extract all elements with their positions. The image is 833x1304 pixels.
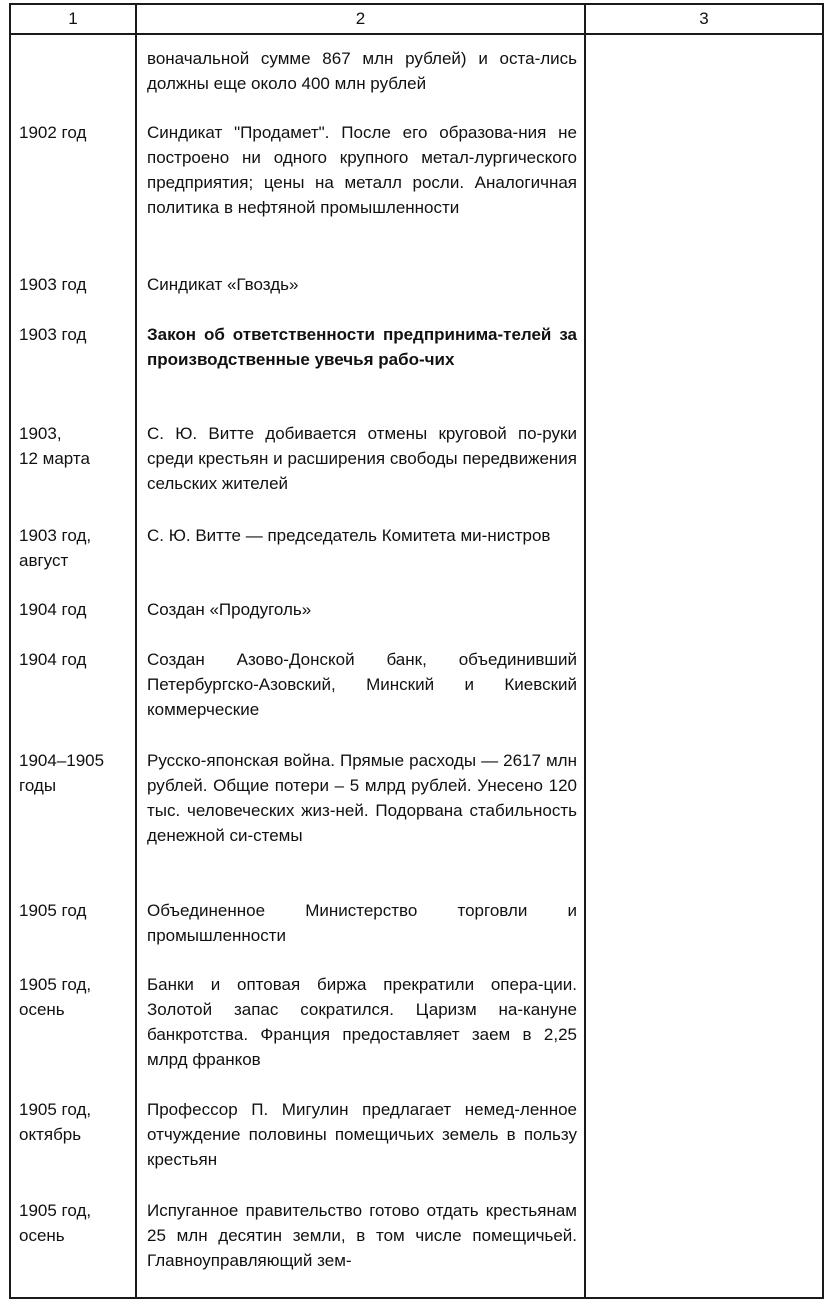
row-text: Банки и оптовая биржа прекратили опера-ции. Золотой запас сократился. Царизм на-кануне банкротства. Франция предоставляет заем в 2,25 млрд франков <box>147 975 577 1069</box>
column-header-2: 2 <box>355 9 366 28</box>
row-text-bold: Закон об ответственности предпринима-телей за производственные увечья рабо-чих <box>147 325 577 369</box>
table-bottom-border <box>9 1297 824 1299</box>
row-date: 1905 год, октябрь <box>19 1100 92 1144</box>
row-date: 1904 год <box>19 600 87 619</box>
column-header-1: 1 <box>68 9 78 28</box>
row-date: 1903, 12 марта <box>19 424 90 468</box>
column-divider-2 <box>584 3 586 1299</box>
row-date: 1905 год <box>19 901 87 920</box>
row-text: С. Ю. Витте — председатель Комитета ми-нистров <box>147 526 551 545</box>
row-text: Испуганное правительство готово отдать крестьянам 25 млн десятин земли, в том числе помещичьей. Главноуправляющий зем- <box>147 1201 577 1270</box>
row-date: 1905 год, осень <box>19 1201 92 1245</box>
row-text: Синдикат "Продамет". После его образова-ния не построено ни одного крупного метал-лургического предприятия; цены на металл росли. Аналогичная политика в нефтяной промышленности <box>147 123 577 217</box>
row-text: Создан Азово-Донской банк, объединивший Петербургско-Азовский, Минский и Киевский коммерческие <box>147 650 577 719</box>
table-right-border <box>822 3 824 1299</box>
row-date: 1903 год <box>19 275 87 294</box>
row-text: Объединенное Министерство торговли и промышленности <box>147 901 577 945</box>
row-text: С. Ю. Витте добивается отмены круговой по-руки среди крестьян и расширения свободы передвижения сельских жителей <box>147 424 577 493</box>
table-left-border <box>9 3 11 1299</box>
row-date: 1904–1905 годы <box>19 751 105 795</box>
row-text: Создан «Продуголь» <box>147 600 312 619</box>
row-date: 1903 год <box>19 325 87 344</box>
row-date: 1902 год <box>19 123 87 142</box>
column-divider-1 <box>135 3 137 1299</box>
column-header-3: 3 <box>699 9 709 28</box>
row-text: Синдикат «Гвоздь» <box>147 275 299 294</box>
row-text: Русско-японская война. Прямые расходы — 2617 млн рублей. Общие потери – 5 млрд рублей. Унесено 120 тыс. человеческих жиз-ней. Подорвана стабильность денежной си-стемы <box>147 751 577 845</box>
row-date: 1905 год, осень <box>19 975 92 1019</box>
header-bottom-border <box>9 33 824 35</box>
row-text: воначальной сумме 867 млн рублей) и оста-лись должны еще около 400 млн рублей <box>147 49 577 93</box>
row-date: 1904 год <box>19 650 87 669</box>
row-date: 1903 год, август <box>19 526 92 570</box>
row-text: Профессор П. Мигулин предлагает немед-ленное отчуждение половины помещичьих земель в пользу крестьян <box>147 1100 577 1169</box>
